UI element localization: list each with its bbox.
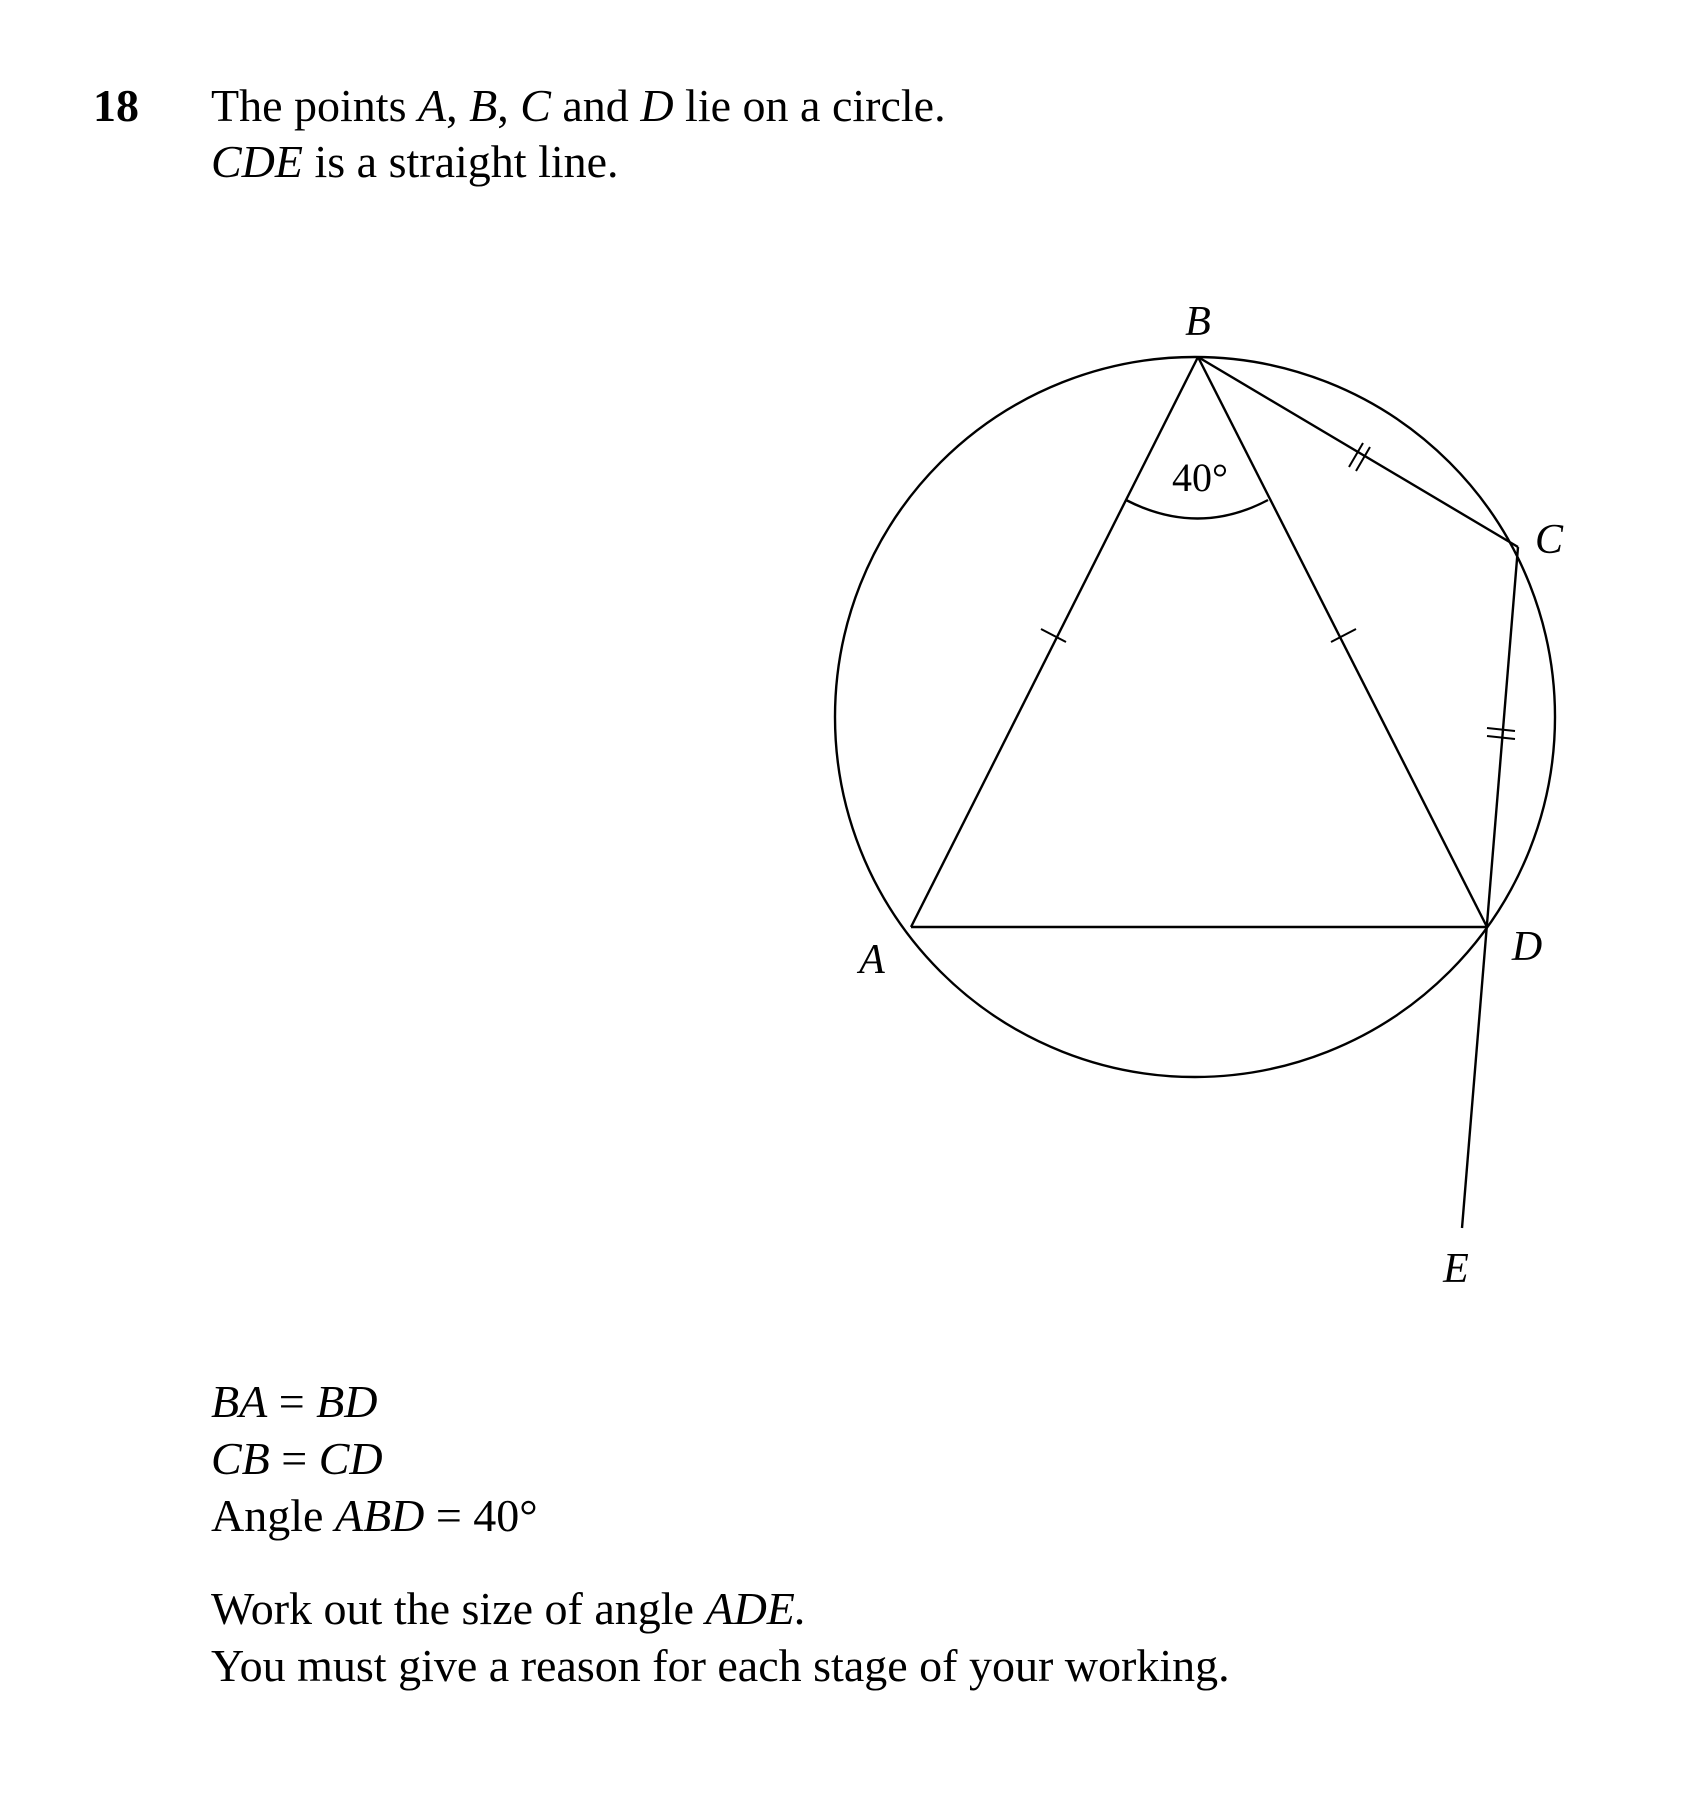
given-facts <box>211 1373 538 1544</box>
given-text: = 40° <box>424 1490 538 1541</box>
stem-text: , <box>497 80 521 131</box>
point-ref-b: B <box>469 80 498 131</box>
given-equals: = <box>269 1433 319 1484</box>
point-ref-c: C <box>520 80 551 131</box>
label-point-c: C <box>1534 517 1564 563</box>
given-lhs: BA <box>211 1376 268 1427</box>
stem-text: lie on a circle. <box>673 80 946 131</box>
tick-ba <box>1041 629 1066 642</box>
stem-text: and <box>550 80 641 131</box>
point-ref-a: A <box>417 80 447 131</box>
given-line-3 <box>211 1487 538 1544</box>
label-point-b: B <box>1185 299 1211 345</box>
question-number: 18 <box>93 80 139 131</box>
given-equals: = <box>267 1376 317 1427</box>
line-cde <box>1462 547 1518 1228</box>
tick-bd <box>1331 629 1356 642</box>
stem-text: The points <box>211 80 418 131</box>
angle-ref-ade: ADE. <box>705 1583 807 1634</box>
angle-ref-abd: ABD <box>334 1490 425 1541</box>
task-text: Work out the size of angle <box>211 1583 706 1634</box>
segment-ba <box>911 357 1198 927</box>
label-point-e: E <box>1443 1246 1469 1292</box>
task-line-2: You must give a reason for each stage of your working. <box>211 1640 1230 1691</box>
angle-arc-abd <box>1126 500 1268 519</box>
given-rhs: BD <box>316 1376 378 1427</box>
double-tick-cd-1 <box>1487 728 1515 731</box>
stem-text: , <box>446 80 470 131</box>
label-point-d: D <box>1511 924 1543 970</box>
angle-label: 40° <box>1172 455 1228 500</box>
stem-text: is a straight line. <box>303 136 619 187</box>
given-text: Angle <box>211 1490 335 1541</box>
double-tick-cd-2 <box>1487 736 1515 739</box>
line-ref-cde: CDE <box>211 136 303 187</box>
given-line-2 <box>211 1430 538 1487</box>
label-point-a: A <box>859 937 885 983</box>
given-line-1 <box>211 1373 538 1430</box>
given-lhs: CB <box>211 1433 270 1484</box>
task-line-1 <box>211 1580 1230 1637</box>
task-instructions <box>211 1580 1230 1694</box>
point-ref-d: D <box>640 80 674 131</box>
given-rhs: CD <box>318 1433 383 1484</box>
